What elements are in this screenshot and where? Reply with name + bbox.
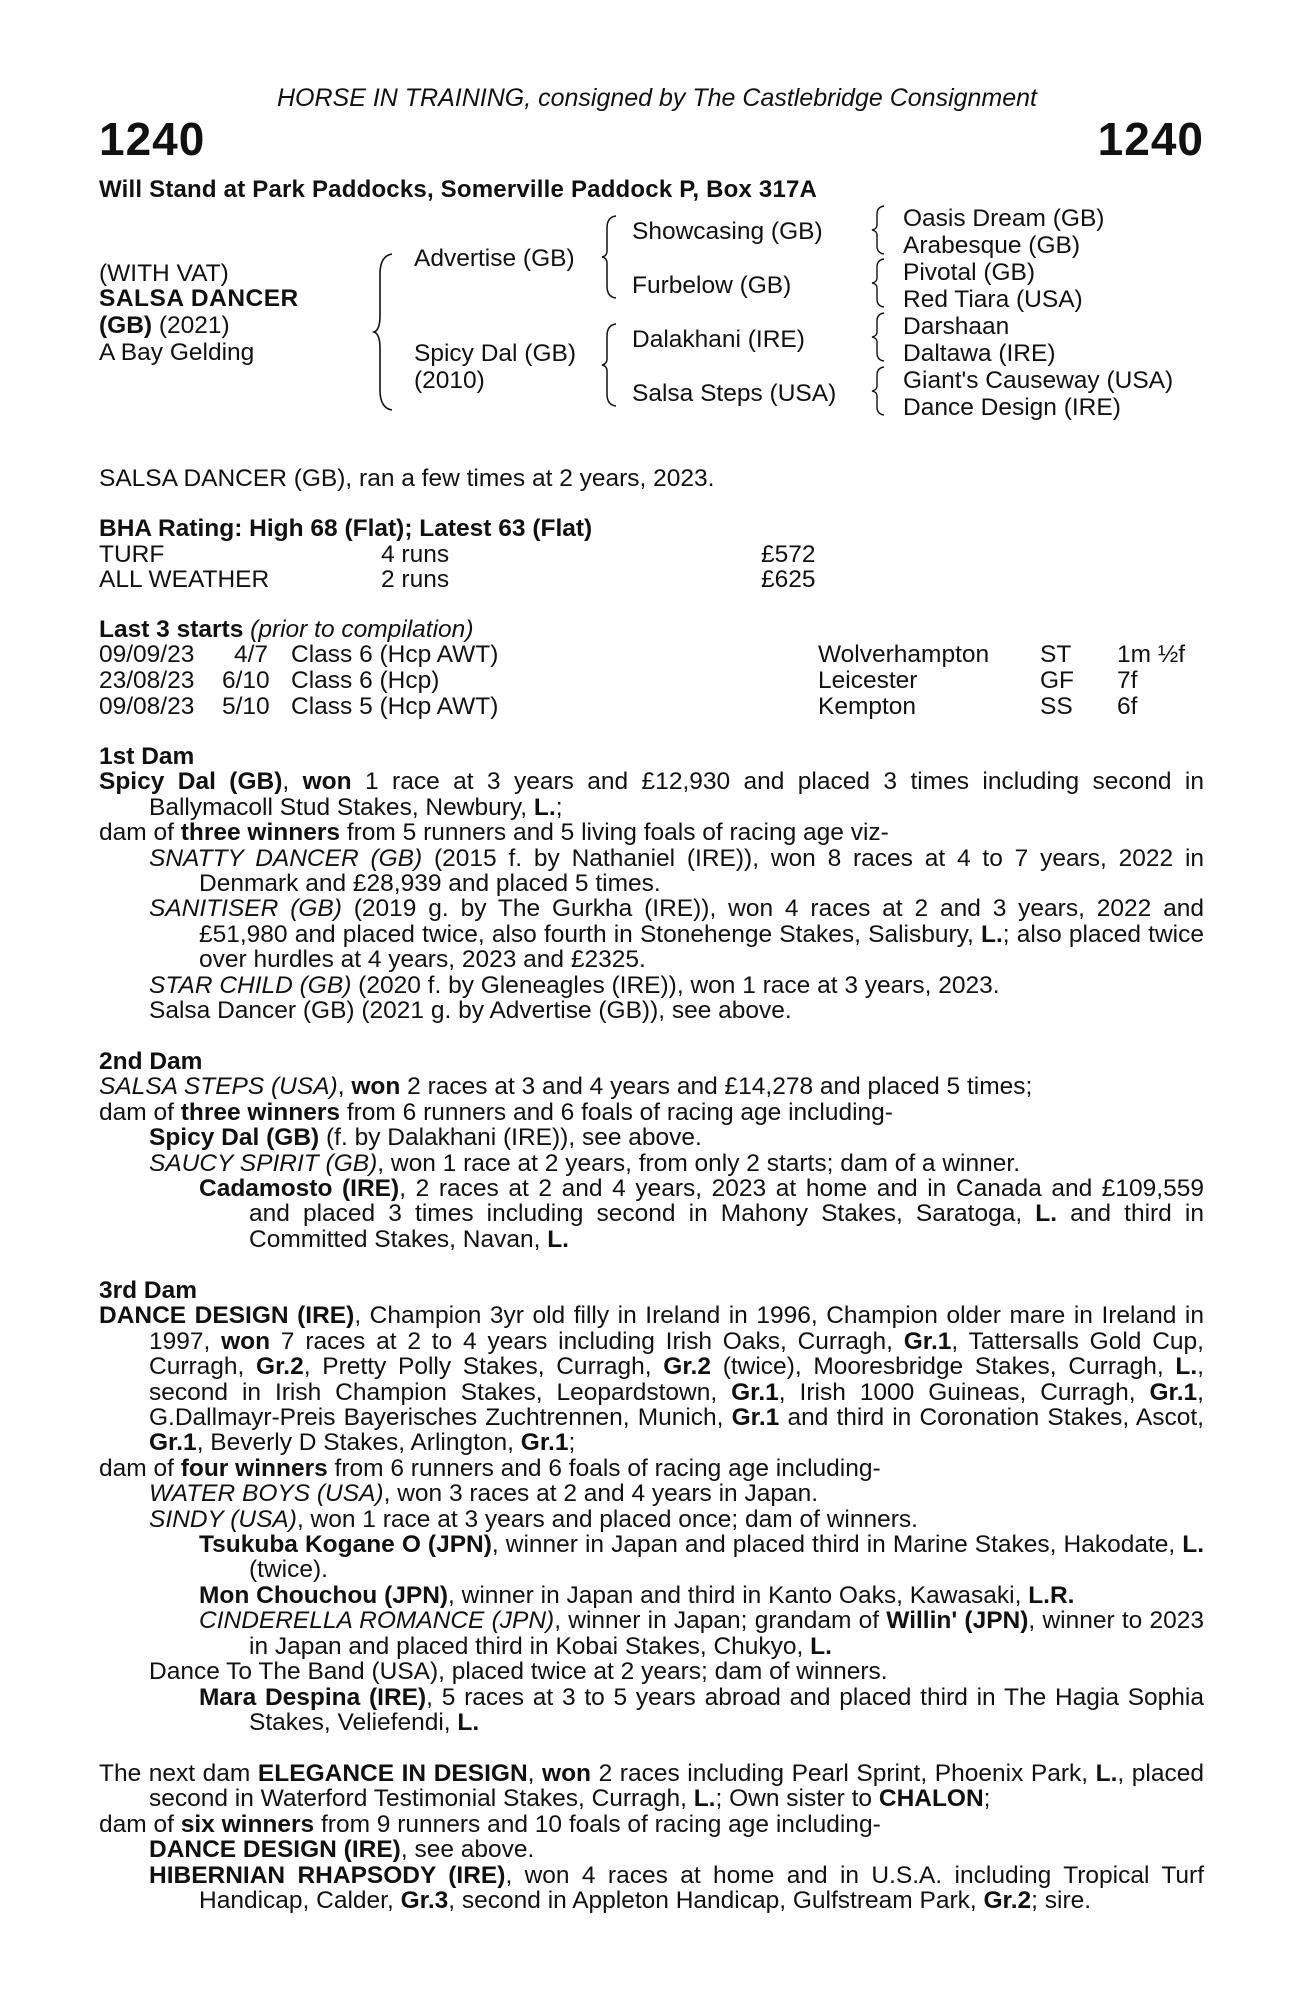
horse-name: Mon Chouchou (JPN) bbox=[199, 1581, 449, 1609]
text: , won 4 races at home and in U.S.A. including Tropical Turf Handicap, Calder, bbox=[199, 1861, 1205, 1915]
text: from 6 runners and 6 foals of racing age including- bbox=[327, 1454, 881, 1482]
produce-entry bbox=[149, 1863, 1204, 1914]
start-date: 09/09/23 bbox=[99, 641, 195, 668]
start-distance: 7f bbox=[1117, 667, 1138, 694]
dam-name: SALSA STEPS (USA) bbox=[99, 1073, 338, 1101]
last-starts-note: (prior to compilation) bbox=[250, 616, 474, 643]
text: , won 1 race at 3 years and placed once; dam of winners. bbox=[296, 1505, 918, 1533]
text: ; Own sister to bbox=[715, 1785, 879, 1813]
text: (2020 f. by Gleneagles (IRE)), won 1 race at 3 years, 2023. bbox=[351, 971, 1000, 999]
grade: L. bbox=[533, 793, 556, 821]
text: , Champion 3yr old filly in Ireland in 1996, Champion older mare in Ireland in 1997, bbox=[149, 1302, 1204, 1355]
grade: Gr.1 bbox=[731, 1378, 779, 1406]
text: , G.Dallmayr-Preis Bayerisches Zuchtrennen, Munich, bbox=[149, 1378, 1204, 1432]
text: , Pretty Polly Stakes, Curragh, bbox=[303, 1353, 664, 1381]
horse-name: Willin' (JPN) bbox=[886, 1607, 1029, 1635]
won-label: won bbox=[221, 1327, 271, 1355]
horse-name: SNATTY DANCER (GB) bbox=[149, 844, 423, 872]
text: (twice). bbox=[249, 1556, 328, 1584]
text: , bbox=[527, 1760, 543, 1787]
start-date: 09/08/23 bbox=[99, 693, 195, 720]
produce-entry bbox=[149, 1837, 1204, 1862]
pedigree-ddd: Dance Design (IRE) bbox=[903, 394, 1121, 421]
next-dam-section bbox=[99, 1761, 1204, 1913]
text: ; bbox=[555, 793, 563, 821]
produce-entry: Salsa Dancer (GB) (2021 g. by Advertise (GB)), see above. bbox=[149, 997, 792, 1025]
vat-note: (WITH VAT) bbox=[99, 260, 229, 287]
third-dam-heading: 3rd Dam bbox=[99, 1277, 198, 1304]
horse-name: HIBERNIAN RHAPSODY (IRE) bbox=[149, 1861, 506, 1889]
text: , Irish 1000 Guineas, Curragh, bbox=[778, 1378, 1150, 1406]
text: , see above. bbox=[400, 1836, 535, 1864]
pedigree-brace-dd bbox=[870, 365, 888, 417]
text: , Beverly D Stakes, Arlington, bbox=[196, 1429, 521, 1457]
record-surface-turf: TURF bbox=[99, 541, 165, 568]
pedigree-ssd: Arabesque (GB) bbox=[903, 232, 1081, 259]
first-dam-heading: 1st Dam bbox=[99, 743, 195, 770]
winners-count: six winners bbox=[180, 1810, 315, 1838]
grade: L. bbox=[693, 1785, 716, 1813]
grade: Gr.3 bbox=[400, 1887, 449, 1915]
won-label: won bbox=[351, 1073, 401, 1101]
second-dam-section bbox=[99, 1049, 1204, 1252]
produce-entry bbox=[199, 1608, 1204, 1659]
record-surface-aw: ALL WEATHER bbox=[99, 566, 270, 593]
text: , winner in Japan and placed third in Marine Stakes, Hakodate, bbox=[491, 1531, 1183, 1559]
grade: Gr.2 bbox=[663, 1353, 711, 1381]
produce-entry bbox=[149, 973, 1204, 998]
horse-year: (2021) bbox=[152, 312, 230, 339]
lot-number-right: 1240 bbox=[1097, 113, 1204, 165]
text: , bbox=[337, 1073, 352, 1101]
consignment-header: HORSE IN TRAINING, consigned by The Castlebridge Consignment bbox=[276, 84, 1038, 112]
produce-entry bbox=[199, 1685, 1204, 1736]
text: from 9 runners and 10 foals of racing age including- bbox=[314, 1810, 881, 1838]
first-dam-section bbox=[99, 744, 1204, 1023]
grade: L.R. bbox=[1028, 1581, 1075, 1609]
text: and third in Coronation Stakes, Ascot, bbox=[779, 1404, 1204, 1432]
start-going: GF bbox=[1040, 667, 1075, 694]
grade: Gr.1 bbox=[903, 1327, 952, 1355]
pedigree-dam: Spicy Dal (GB) bbox=[414, 340, 577, 367]
text: , won 1 race at 2 years, from only 2 starts; dam of a winner. bbox=[377, 1149, 1020, 1177]
horse-name: WATER BOYS (USA) bbox=[149, 1480, 384, 1508]
text: The next dam bbox=[99, 1760, 258, 1787]
start-going: ST bbox=[1040, 641, 1072, 668]
grade: L. bbox=[810, 1632, 832, 1660]
lot-number-left: 1240 bbox=[99, 113, 206, 165]
pedigree-dam-year: (2010) bbox=[414, 367, 485, 394]
second-dam-heading: 2nd Dam bbox=[99, 1048, 203, 1075]
next-dam-paragraph bbox=[99, 1761, 1204, 1812]
horse-name: Tsukuba Kogane O (JPN) bbox=[199, 1531, 492, 1559]
start-position: 6/10 bbox=[222, 667, 270, 694]
text: , 2 races at 2 and 4 years, 2023 at home and in Canada and £109,559 and placed 3 times including second in Mahony Stakes, Saratoga, bbox=[249, 1175, 1204, 1228]
text: 1 race at 3 years and £12,930 and placed 3 times including second in Ballymacoll Stud Stakes, Newbury, bbox=[149, 768, 1204, 821]
horse-name: SINDY (USA) bbox=[149, 1505, 297, 1533]
pedigree-dam-dam: Salsa Steps (USA) bbox=[632, 380, 837, 407]
text: , placed second in Waterford Testimonial Stakes, Curragh, bbox=[149, 1760, 1204, 1813]
horse-name: DANCE DESIGN (IRE) bbox=[149, 1836, 401, 1864]
record-prize-turf: £572 bbox=[761, 541, 816, 568]
start-class: Class 6 (Hcp) bbox=[291, 667, 440, 694]
start-course: Wolverhampton bbox=[818, 641, 990, 668]
second-dam-paragraph bbox=[99, 1074, 1204, 1099]
grade: L. bbox=[1035, 1200, 1058, 1228]
horse-description: A Bay Gelding bbox=[99, 339, 255, 366]
grade: L. bbox=[1095, 1760, 1118, 1787]
produce-entry bbox=[149, 1151, 1204, 1176]
grade: L. bbox=[981, 920, 1003, 948]
pedigree-sire: Advertise (GB) bbox=[414, 245, 575, 272]
horse-name: CINDERELLA ROMANCE (JPN) bbox=[199, 1607, 555, 1635]
dam-name: ELEGANCE IN DESIGN bbox=[257, 1760, 528, 1787]
won-label: won bbox=[542, 1760, 592, 1787]
pedigree-dss: Darshaan bbox=[903, 313, 1010, 340]
grade: L. bbox=[1175, 1353, 1198, 1381]
first-dam-paragraph bbox=[99, 769, 1204, 820]
third-dam-section bbox=[99, 1278, 1204, 1735]
grade: L. bbox=[1182, 1531, 1205, 1559]
grade: Gr.2 bbox=[983, 1887, 1032, 1915]
text: dam of bbox=[99, 1098, 181, 1126]
horse-name: STAR CHILD (GB) bbox=[149, 971, 352, 999]
text: dam of bbox=[99, 1454, 181, 1482]
start-position: 4/7 bbox=[234, 641, 269, 668]
stand-location: Will Stand at Park Paddocks, Somerville Paddock P, Box 317A bbox=[99, 176, 818, 203]
text: (twice), Mooresbridge Stakes, Curragh, bbox=[710, 1353, 1176, 1381]
start-distance: 6f bbox=[1117, 693, 1138, 720]
first-dam-produce bbox=[99, 820, 1204, 845]
text: , winner in Japan; grandam of bbox=[554, 1607, 887, 1635]
next-dam-produce bbox=[99, 1812, 1204, 1837]
text: from 6 runners and 6 foals of racing age including- bbox=[340, 1098, 893, 1126]
grade: Gr.1 bbox=[149, 1429, 197, 1457]
text: and third in Committed Stakes, Navan, bbox=[249, 1200, 1204, 1253]
text: ; sire. bbox=[1031, 1887, 1092, 1915]
bha-rating: BHA Rating: High 68 (Flat); Latest 63 (Flat) bbox=[99, 515, 593, 542]
pedigree-sdd: Red Tiara (USA) bbox=[903, 286, 1083, 313]
text: 7 races at 2 to 4 years including Irish Oaks, Curragh, bbox=[270, 1327, 904, 1355]
winners-count: four winners bbox=[180, 1454, 328, 1482]
start-class: Class 5 (Hcp AWT) bbox=[291, 693, 499, 720]
produce-entry bbox=[149, 846, 1204, 897]
text: from 5 runners and 5 living foals of racing age viz- bbox=[340, 819, 889, 847]
second-dam-produce bbox=[99, 1100, 1204, 1125]
produce-entry bbox=[149, 1125, 1204, 1150]
start-date: 23/08/23 bbox=[99, 667, 195, 694]
produce-entry bbox=[199, 1532, 1204, 1583]
text: , 5 races at 3 to 5 years abroad and placed third in The Hagia Sophia Stakes, Veliefendi, bbox=[249, 1683, 1204, 1736]
text: (2019 g. by The Gurkha (IRE)), won 4 races at 2 and 3 years, 2022 and £51,980 and placed twice, also fourth in Stonehenge Stakes, Salisbury, bbox=[199, 895, 1204, 948]
text: (2015 f. by Nathaniel (IRE)), won 8 races at 4 to 7 years, 2022 in Denmark and £28,939 and placed 5 times. bbox=[199, 844, 1205, 898]
horse-country: (GB) bbox=[99, 312, 153, 339]
text: , Tattersalls Gold Cup, Curragh, bbox=[149, 1327, 1204, 1381]
produce-entry bbox=[149, 896, 1204, 972]
race-summary: SALSA DANCER (GB), ran a few times at 2 years, 2023. bbox=[99, 465, 715, 492]
winners-count: three winners bbox=[180, 1098, 341, 1126]
pedigree-dds: Giant's Causeway (USA) bbox=[903, 367, 1174, 394]
third-dam-produce bbox=[99, 1456, 1204, 1481]
text: , second in Irish Champion Stakes, Leopardstown, bbox=[149, 1353, 1204, 1406]
text: ; also placed twice over hurdles at 4 years, 2023 and £2325. bbox=[199, 920, 1205, 974]
pedigree-dsd: Daltawa (IRE) bbox=[903, 340, 1056, 367]
text: ; bbox=[983, 1785, 991, 1813]
grade: Gr.1 bbox=[731, 1404, 780, 1432]
pedigree-brace-sire bbox=[600, 214, 620, 300]
won-label: won bbox=[302, 768, 352, 796]
text: , winner to 2023 in Japan and placed third in Kobai Stakes, Chukyo, bbox=[249, 1607, 1204, 1660]
horse-name: SAUCY SPIRIT (GB) bbox=[149, 1149, 378, 1177]
text: dam of bbox=[99, 1810, 181, 1838]
text: , won 3 races at 2 and 4 years in Japan. bbox=[383, 1480, 819, 1508]
grade: L. bbox=[457, 1708, 480, 1736]
pedigree-brace-ss bbox=[870, 204, 888, 256]
grade: Gr.1 bbox=[520, 1429, 569, 1457]
pedigree-brace-main bbox=[372, 252, 396, 412]
pedigree-brace-sd bbox=[870, 257, 888, 309]
pedigree-dam-sire: Dalakhani (IRE) bbox=[632, 326, 805, 353]
text: , bbox=[282, 768, 303, 796]
dam-name: DANCE DESIGN (IRE) bbox=[99, 1302, 355, 1330]
record-prize-aw: £625 bbox=[761, 566, 816, 593]
text: 2 races at 3 and 4 years and £14,278 and placed 5 times; bbox=[400, 1073, 1033, 1101]
produce-entry bbox=[149, 1481, 1204, 1506]
text: 2 races including Pearl Sprint, Phoenix Park, bbox=[591, 1760, 1096, 1787]
text: , second in Appleton Handicap, Gulfstream Park, bbox=[448, 1887, 984, 1915]
horse-name: CHALON bbox=[878, 1785, 984, 1813]
start-going: SS bbox=[1040, 693, 1073, 720]
horse-name: Spicy Dal (GB) bbox=[149, 1124, 320, 1152]
horse-name: SALSA DANCER bbox=[99, 285, 299, 312]
horse-name: Mara Despina (IRE) bbox=[199, 1683, 427, 1711]
pedigree-sds: Pivotal (GB) bbox=[903, 259, 1036, 286]
record-runs-turf: 4 runs bbox=[381, 541, 450, 568]
start-course: Kempton bbox=[818, 693, 917, 720]
start-distance: 1m ½f bbox=[1117, 641, 1186, 668]
produce-entry bbox=[149, 1507, 1204, 1532]
horse-name: Cadamosto (IRE) bbox=[199, 1175, 400, 1203]
last-starts-heading bbox=[99, 616, 473, 644]
pedigree-brace-ds bbox=[870, 311, 888, 363]
pedigree-sire-sire: Showcasing (GB) bbox=[632, 218, 823, 245]
pedigree-sire-dam: Furbelow (GB) bbox=[632, 272, 792, 299]
last-starts-title: Last 3 starts bbox=[99, 616, 244, 643]
horse-name: SANITISER (GB) bbox=[149, 895, 342, 923]
start-class: Class 6 (Hcp AWT) bbox=[291, 641, 499, 668]
text: dam of bbox=[99, 819, 181, 847]
text: (f. by Dalakhani (IRE)), see above. bbox=[319, 1124, 702, 1152]
pedigree-sss: Oasis Dream (GB) bbox=[903, 205, 1105, 232]
start-position: 5/10 bbox=[222, 693, 270, 720]
pedigree-brace-dam bbox=[600, 322, 620, 408]
produce-entry: Dance To The Band (USA), placed twice at 2 years; dam of winners. bbox=[149, 1658, 888, 1686]
grade: Gr.2 bbox=[256, 1353, 304, 1381]
record-runs-aw: 2 runs bbox=[381, 566, 450, 593]
third-dam-paragraph bbox=[99, 1303, 1204, 1455]
grade: Gr.1 bbox=[1149, 1378, 1198, 1406]
text: , winner in Japan and third in Kanto Oaks, Kawasaki, bbox=[448, 1581, 1029, 1609]
dam-name: Spicy Dal (GB) bbox=[99, 768, 283, 796]
grade: L. bbox=[547, 1225, 569, 1253]
produce-entry bbox=[199, 1583, 1204, 1608]
horse-sex-year bbox=[99, 312, 230, 340]
produce-entry bbox=[199, 1176, 1204, 1252]
winners-count: three winners bbox=[180, 819, 341, 847]
text: ; bbox=[568, 1429, 576, 1457]
start-course: Leicester bbox=[818, 667, 918, 694]
